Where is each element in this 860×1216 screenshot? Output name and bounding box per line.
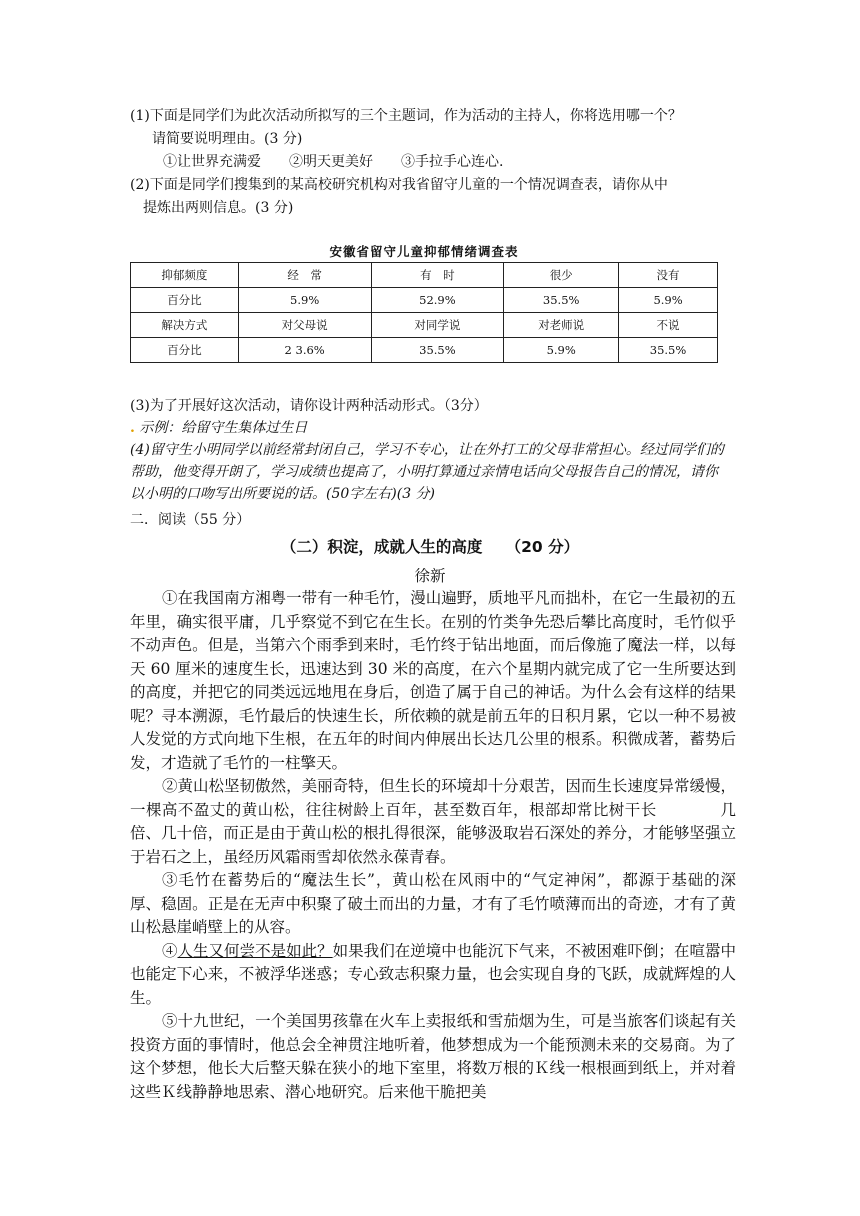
- question-3: (3)为了开展好这次活动，请你设计两种活动形式。（3分）: [130, 398, 488, 414]
- paragraph-4-text: 如果我们在逆境中也能沉下气来，不被困难吓倒；在喧嚣中也能定下心来，不被浮华迷惑；专心致志积聚力量，也会实现自身的飞跃，成就辉煌的人生。: [130, 941, 736, 1007]
- table-row: [131, 263, 718, 288]
- table-cell: 2 3.6%: [238, 338, 371, 363]
- article-title: （二）积淀，成就人生的高度 （20 分）: [280, 538, 580, 556]
- table-cell: 经 常: [238, 263, 371, 288]
- underlined-question: 人生又何尝不是如此？: [177, 941, 333, 960]
- question-1-options: ①让世界充满爱 ②明天更美好 ③手拉手心连心.: [163, 154, 504, 170]
- example-text: 示例：给留守生集体过生日: [139, 420, 308, 436]
- table-cell: 35.5%: [371, 338, 504, 363]
- example-line: [130, 417, 307, 439]
- table-cell: 5.9%: [619, 288, 718, 313]
- table-cell: 抑郁频度: [131, 263, 239, 288]
- table-row: [131, 338, 718, 363]
- table-cell: 对父母说: [238, 313, 371, 338]
- question-2-line1: (2)下面是同学们搜集到的某高校研究机构对我省留守儿童的一个情况调查表，请你从中: [130, 177, 668, 193]
- table-row: [131, 288, 718, 313]
- table-cell: 有 时: [371, 263, 504, 288]
- question-4: (4)留守生小明同学以前经常封闭自己，学习不专心，让在外打工的父母非常担心。经过同学们的帮助，他变得开朗了，学习成绩也提高了，小明打算通过亲情电话向父母报告自己的情况，请你以小明的口吻写出所要说的话。(50字左右)(3 分): [130, 442, 724, 502]
- paragraph-2: ②黄山松坚韧傲然，美丽奇特，但生长的环境却十分艰苦，因而生长速度异常缓慢，一棵高不盈丈的黄山松，往往树龄上百年，甚至数百年，根部却常比树干长 几倍、几十倍，而正是由于黄山松的根扎得很深，能够汲取岩石深处的养分，才能够坚强立于岩石之上，虽经历风霜雨雪却依然永葆青春。: [130, 777, 736, 866]
- section-2-heading: 二．阅读（55 分）: [130, 512, 251, 528]
- article-author: 徐新: [414, 567, 446, 585]
- paragraph-5: ⑤十九世纪，一个美国男孩靠在火车上卖报纸和雪茄烟为生，可是当旅客们谈起有关投资方面的事情时，他总会全神贯注地听着，他梦想成为一个能预测未来的交易商。为了这个梦想，他长大后整天躲在狭小的地下室里，将数万根的Ｋ线一根根画到纸上，并对着这些Ｋ线静静地思索、潜心地研究。后来他干脆把美: [130, 1012, 736, 1101]
- table-cell: 52.9%: [371, 288, 504, 313]
- table-cell: 35.5%: [619, 338, 718, 363]
- table-title: 安徽省留守儿童抑郁情绪调查表: [329, 244, 519, 259]
- table-row: [131, 313, 718, 338]
- table-cell: 没有: [619, 263, 718, 288]
- article-body: [130, 587, 736, 1104]
- table-cell: 对同学说: [371, 313, 504, 338]
- question-1-line2: 请简要说明理由。(3 分): [152, 131, 303, 147]
- table-cell: 5.9%: [238, 288, 371, 313]
- table-cell: 不说: [619, 313, 718, 338]
- survey-table: [130, 262, 718, 363]
- paragraph-1: ①在我国南方湘粤一带有一种毛竹，漫山遍野，质地平凡而拙朴，在它一生最初的五年里，确实很平庸，几乎察觉不到它在生长。在别的竹类争先恐后攀比高度时，毛竹似乎不动声色。但是，当第六个雨季到来时，毛竹终于钻出地面，而后像施了魔法一样，以每天 60 厘米的速度生长，迅速达到 30 米的高度，在六个星期内就完成了它一生所要达到的高度，并把它的同类远远地甩在身后，创造了属于自己的神话。为什么会有这样的结果呢？寻本溯源，毛竹最后的快速生长，所依赖的就是前五年的日积月累，它以一种不易被人发觉的方式向地下生根，在五年的时间内伸展出长达几公里的根系。积微成著，蓄势后发，才造就了毛竹的一柱擎天。: [130, 589, 736, 772]
- table-cell: 35.5%: [504, 288, 619, 313]
- table-cell: 百分比: [131, 288, 239, 313]
- table-cell: 对老师说: [504, 313, 619, 338]
- question-1-line1: (1)下面是同学们为此次活动所拟写的三个主题词，作为活动的主持人，你将选用哪一个？: [130, 108, 682, 124]
- question-2-line2: 提炼出两则信息。(3 分): [143, 200, 294, 216]
- table-cell: 5.9%: [504, 338, 619, 363]
- paragraph-4: [130, 940, 736, 1011]
- paragraph-4-number: ④: [162, 941, 178, 960]
- table-cell: 很少: [504, 263, 619, 288]
- table-cell: 解决方式: [131, 313, 239, 338]
- example-mark: .: [130, 420, 135, 436]
- paragraph-3: ③毛竹在蓄势后的“魔法生长”，黄山松在风雨中的“气定神闲”，都源于基础的深厚、稳固。正是在无声中积聚了破土而出的力量，才有了毛竹喷薄而出的奇迹，才有了黄山松悬崖峭壁上的从容。: [130, 871, 736, 936]
- table-cell: 百分比: [131, 338, 239, 363]
